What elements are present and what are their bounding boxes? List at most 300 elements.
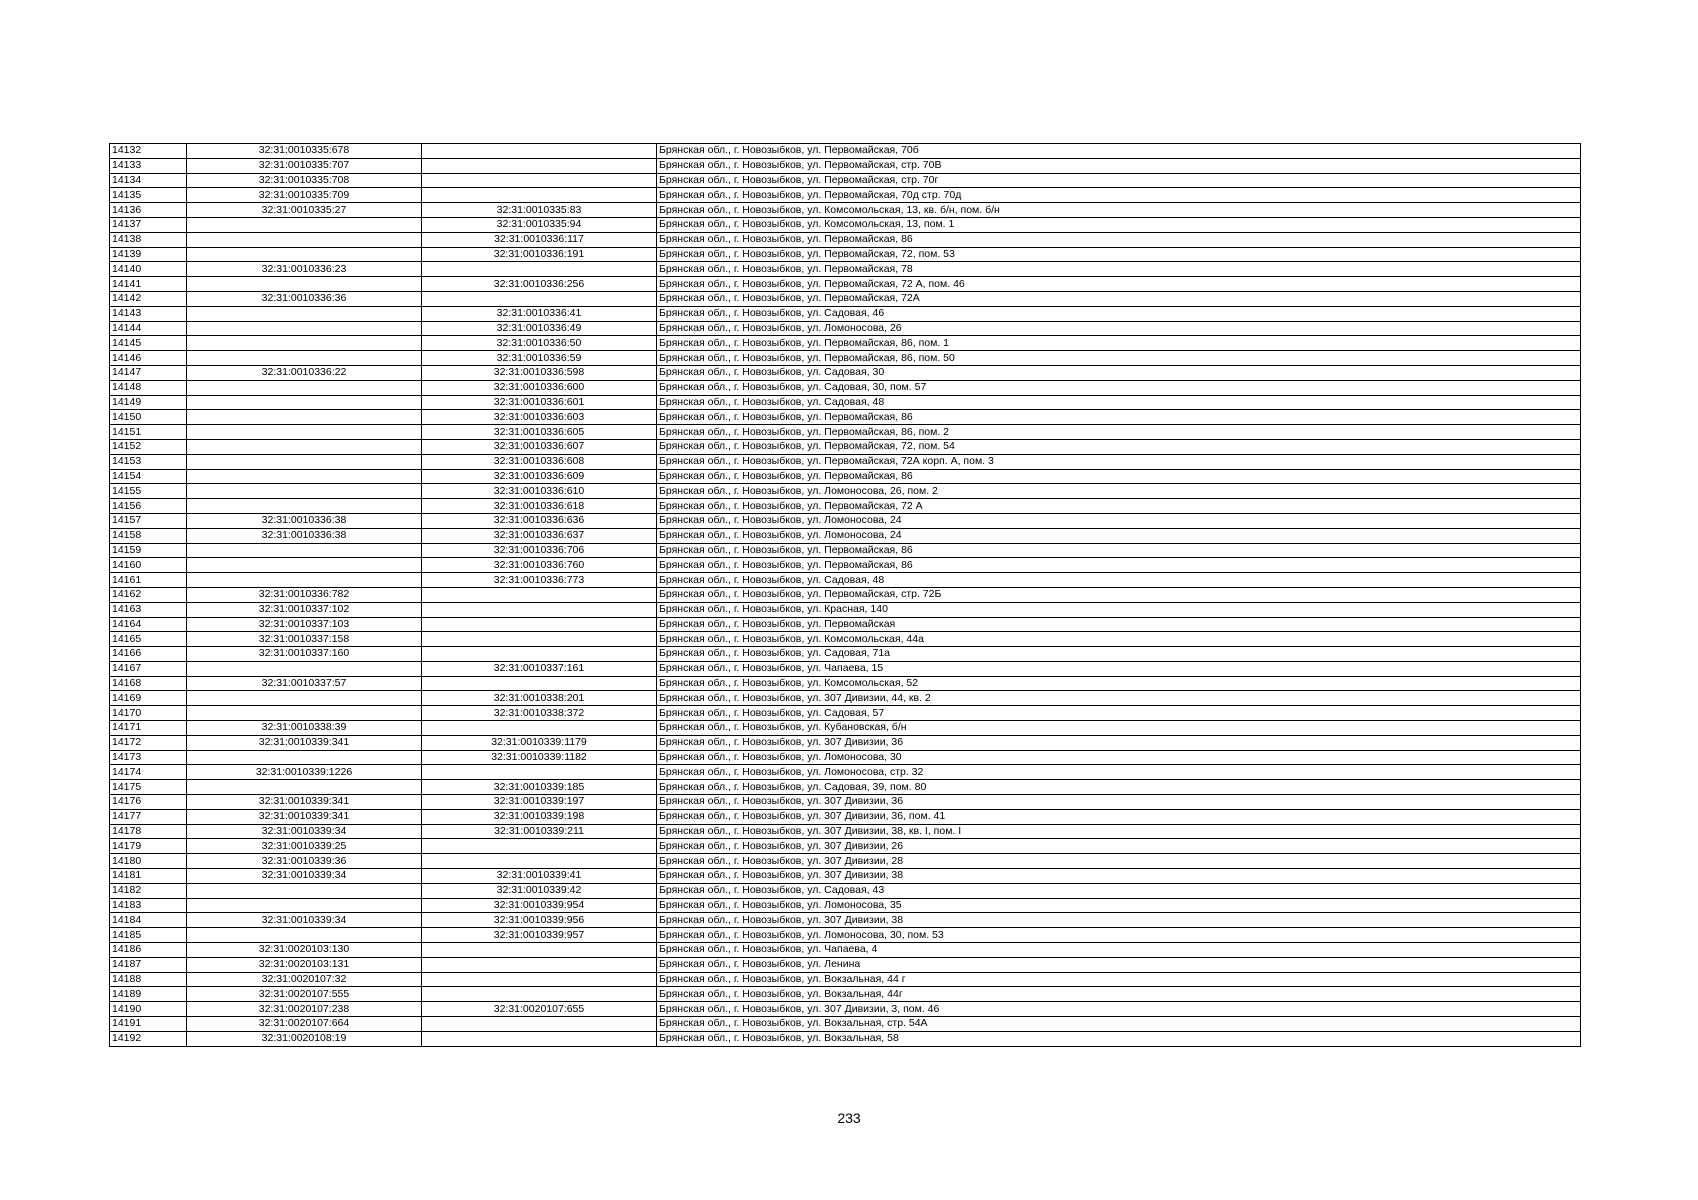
land-parcel-cadastral-cell: 32:31:0010336:36 xyxy=(187,291,422,306)
land-parcel-cadastral-cell xyxy=(187,558,422,573)
table-row xyxy=(110,1031,1581,1046)
address-cell: Брянская обл., г. Новозыбков, ул. 307 Дивизии, 36 xyxy=(657,795,1581,810)
address-cell: Брянская обл., г. Новозыбков, ул. Первомайская, 86, пом. 2 xyxy=(657,425,1581,440)
row-number-cell: 14155 xyxy=(110,484,187,499)
building-cadastral-cell: 32:31:0010336:773 xyxy=(422,573,657,588)
building-cadastral-cell: 32:31:0010339:954 xyxy=(422,898,657,913)
building-cadastral-cell: 32:31:0010336:59 xyxy=(422,351,657,366)
building-cadastral-cell xyxy=(422,1017,657,1032)
land-parcel-cadastral-cell xyxy=(187,543,422,558)
row-number-cell: 14158 xyxy=(110,528,187,543)
row-number-cell: 14186 xyxy=(110,943,187,958)
table-row xyxy=(110,913,1581,928)
row-number-cell: 14183 xyxy=(110,898,187,913)
building-cadastral-cell: 32:31:0010339:198 xyxy=(422,809,657,824)
row-number-cell: 14139 xyxy=(110,247,187,262)
building-cadastral-cell xyxy=(422,602,657,617)
building-cadastral-cell: 32:31:0010336:618 xyxy=(422,499,657,514)
land-parcel-cadastral-cell: 32:31:0010339:341 xyxy=(187,809,422,824)
table-row xyxy=(110,203,1581,218)
address-cell: Брянская обл., г. Новозыбков, ул. Первомайская, 70д стр. 70д xyxy=(657,188,1581,203)
land-parcel-cadastral-cell: 32:31:0010336:38 xyxy=(187,528,422,543)
row-number-cell: 14144 xyxy=(110,321,187,336)
address-cell: Брянская обл., г. Новозыбков, ул. Садовая, 46 xyxy=(657,306,1581,321)
land-parcel-cadastral-cell xyxy=(187,306,422,321)
address-cell: Брянская обл., г. Новозыбков, ул. Первомайская, 72, пом. 53 xyxy=(657,247,1581,262)
row-number-cell: 14182 xyxy=(110,883,187,898)
address-cell: Брянская обл., г. Новозыбков, ул. Первомайская, 86, пом. 50 xyxy=(657,351,1581,366)
building-cadastral-cell: 32:31:0010336:608 xyxy=(422,454,657,469)
land-parcel-cadastral-cell xyxy=(187,691,422,706)
row-number-cell: 14171 xyxy=(110,721,187,736)
row-number-cell: 14133 xyxy=(110,158,187,173)
address-cell: Брянская обл., г. Новозыбков, ул. Чапаева, 15 xyxy=(657,661,1581,676)
building-cadastral-cell xyxy=(422,173,657,188)
table-row xyxy=(110,351,1581,366)
building-cadastral-cell: 32:31:0010336:50 xyxy=(422,336,657,351)
land-parcel-cadastral-cell: 32:31:0020107:238 xyxy=(187,1002,422,1017)
land-parcel-cadastral-cell xyxy=(187,469,422,484)
building-cadastral-cell: 32:31:0010336:609 xyxy=(422,469,657,484)
row-number-cell: 14163 xyxy=(110,602,187,617)
row-number-cell: 14174 xyxy=(110,765,187,780)
row-number-cell: 14173 xyxy=(110,750,187,765)
table-row xyxy=(110,158,1581,173)
building-cadastral-cell: 32:31:0010338:372 xyxy=(422,706,657,721)
land-parcel-cadastral-cell xyxy=(187,336,422,351)
building-cadastral-cell: 32:31:0010336:637 xyxy=(422,528,657,543)
table-row xyxy=(110,661,1581,676)
land-parcel-cadastral-cell: 32:31:0010336:782 xyxy=(187,587,422,602)
building-cadastral-cell xyxy=(422,943,657,958)
building-cadastral-cell: 32:31:0010339:41 xyxy=(422,869,657,884)
row-number-cell: 14169 xyxy=(110,691,187,706)
registry-table-body xyxy=(110,144,1581,1047)
building-cadastral-cell: 32:31:0010339:956 xyxy=(422,913,657,928)
row-number-cell: 14134 xyxy=(110,173,187,188)
row-number-cell: 14185 xyxy=(110,928,187,943)
table-row xyxy=(110,617,1581,632)
table-row xyxy=(110,795,1581,810)
row-number-cell: 14161 xyxy=(110,573,187,588)
land-parcel-cadastral-cell: 32:31:0010336:22 xyxy=(187,365,422,380)
address-cell: Брянская обл., г. Новозыбков, ул. Садовая, 30, пом. 57 xyxy=(657,380,1581,395)
row-number-cell: 14164 xyxy=(110,617,187,632)
table-row xyxy=(110,499,1581,514)
building-cadastral-cell: 32:31:0010339:185 xyxy=(422,780,657,795)
row-number-cell: 14137 xyxy=(110,217,187,232)
building-cadastral-cell: 32:31:0010337:161 xyxy=(422,661,657,676)
address-cell: Брянская обл., г. Новозыбков, ул. Первомайская, стр. 70В xyxy=(657,158,1581,173)
row-number-cell: 14140 xyxy=(110,262,187,277)
table-row xyxy=(110,558,1581,573)
building-cadastral-cell: 32:31:0010336:41 xyxy=(422,306,657,321)
address-cell: Брянская обл., г. Новозыбков, ул. 307 Дивизии, 3, пом. 46 xyxy=(657,1002,1581,1017)
table-row xyxy=(110,869,1581,884)
land-parcel-cadastral-cell: 32:31:0020107:664 xyxy=(187,1017,422,1032)
building-cadastral-cell: 32:31:0010336:760 xyxy=(422,558,657,573)
row-number-cell: 14135 xyxy=(110,188,187,203)
row-number-cell: 14149 xyxy=(110,395,187,410)
address-cell: Брянская обл., г. Новозыбков, ул. Ломоносова, 24 xyxy=(657,513,1581,528)
row-number-cell: 14138 xyxy=(110,232,187,247)
land-parcel-cadastral-cell: 32:31:0010336:38 xyxy=(187,513,422,528)
table-row xyxy=(110,380,1581,395)
cadastral-registry-table xyxy=(109,143,1581,1047)
building-cadastral-cell xyxy=(422,587,657,602)
address-cell: Брянская обл., г. Новозыбков, ул. Первомайская, стр. 70г xyxy=(657,173,1581,188)
table-row xyxy=(110,972,1581,987)
row-number-cell: 14150 xyxy=(110,410,187,425)
building-cadastral-cell xyxy=(422,721,657,736)
address-cell: Брянская обл., г. Новозыбков, ул. Первомайская, 86 xyxy=(657,232,1581,247)
address-cell: Брянская обл., г. Новозыбков, ул. 307 Дивизии, 38 xyxy=(657,869,1581,884)
row-number-cell: 14136 xyxy=(110,203,187,218)
building-cadastral-cell xyxy=(422,765,657,780)
table-row xyxy=(110,454,1581,469)
building-cadastral-cell: 32:31:0010335:94 xyxy=(422,217,657,232)
address-cell: Брянская обл., г. Новозыбков, ул. Садовая, 30 xyxy=(657,365,1581,380)
table-row xyxy=(110,262,1581,277)
table-row xyxy=(110,395,1581,410)
address-cell: Брянская обл., г. Новозыбков, ул. Первомайская, 86 xyxy=(657,558,1581,573)
table-row xyxy=(110,602,1581,617)
building-cadastral-cell xyxy=(422,647,657,662)
table-row xyxy=(110,647,1581,662)
row-number-cell: 14159 xyxy=(110,543,187,558)
address-cell: Брянская обл., г. Новозыбков, ул. Садовая, 71а xyxy=(657,647,1581,662)
table-row xyxy=(110,469,1581,484)
table-row xyxy=(110,247,1581,262)
row-number-cell: 14141 xyxy=(110,277,187,292)
table-row xyxy=(110,1002,1581,1017)
row-number-cell: 14179 xyxy=(110,839,187,854)
row-number-cell: 14132 xyxy=(110,144,187,159)
table-row xyxy=(110,513,1581,528)
building-cadastral-cell: 32:31:0010338:201 xyxy=(422,691,657,706)
row-number-cell: 14168 xyxy=(110,676,187,691)
land-parcel-cadastral-cell xyxy=(187,439,422,454)
land-parcel-cadastral-cell: 32:31:0010339:36 xyxy=(187,854,422,869)
table-row xyxy=(110,957,1581,972)
address-cell: Брянская обл., г. Новозыбков, ул. Вокзальная, стр. 54А xyxy=(657,1017,1581,1032)
address-cell: Брянская обл., г. Новозыбков, ул. 307 Дивизии, 28 xyxy=(657,854,1581,869)
row-number-cell: 14181 xyxy=(110,869,187,884)
table-row xyxy=(110,987,1581,1002)
building-cadastral-cell: 32:31:0010339:1182 xyxy=(422,750,657,765)
row-number-cell: 14162 xyxy=(110,587,187,602)
land-parcel-cadastral-cell: 32:31:0020108:19 xyxy=(187,1031,422,1046)
table-row xyxy=(110,217,1581,232)
address-cell: Брянская обл., г. Новозыбков, ул. Вокзальная, 44 г xyxy=(657,972,1581,987)
land-parcel-cadastral-cell xyxy=(187,395,422,410)
address-cell: Брянская обл., г. Новозыбков, ул. Садовая, 48 xyxy=(657,573,1581,588)
table-row xyxy=(110,691,1581,706)
land-parcel-cadastral-cell xyxy=(187,351,422,366)
table-row xyxy=(110,291,1581,306)
table-row xyxy=(110,425,1581,440)
land-parcel-cadastral-cell xyxy=(187,780,422,795)
page-number: 233 xyxy=(837,1110,861,1126)
table-row xyxy=(110,750,1581,765)
land-parcel-cadastral-cell: 32:31:0010336:23 xyxy=(187,262,422,277)
building-cadastral-cell xyxy=(422,1031,657,1046)
building-cadastral-cell: 32:31:0010336:603 xyxy=(422,410,657,425)
building-cadastral-cell: 32:31:0010336:256 xyxy=(422,277,657,292)
land-parcel-cadastral-cell xyxy=(187,750,422,765)
building-cadastral-cell: 32:31:0010336:598 xyxy=(422,365,657,380)
address-cell: Брянская обл., г. Новозыбков, ул. Садовая, 43 xyxy=(657,883,1581,898)
table-row xyxy=(110,706,1581,721)
table-row xyxy=(110,365,1581,380)
row-number-cell: 14176 xyxy=(110,795,187,810)
land-parcel-cadastral-cell xyxy=(187,883,422,898)
table-row xyxy=(110,173,1581,188)
table-row xyxy=(110,943,1581,958)
land-parcel-cadastral-cell xyxy=(187,247,422,262)
building-cadastral-cell xyxy=(422,291,657,306)
land-parcel-cadastral-cell xyxy=(187,573,422,588)
row-number-cell: 14167 xyxy=(110,661,187,676)
building-cadastral-cell: 32:31:0010339:42 xyxy=(422,883,657,898)
building-cadastral-cell: 32:31:0010336:600 xyxy=(422,380,657,395)
building-cadastral-cell: 32:31:0010339:1179 xyxy=(422,735,657,750)
row-number-cell: 14189 xyxy=(110,987,187,1002)
address-cell: Брянская обл., г. Новозыбков, ул. Ломоносова, 24 xyxy=(657,528,1581,543)
land-parcel-cadastral-cell xyxy=(187,410,422,425)
land-parcel-cadastral-cell: 32:31:0010339:25 xyxy=(187,839,422,854)
land-parcel-cadastral-cell: 32:31:0010339:341 xyxy=(187,795,422,810)
building-cadastral-cell: 32:31:0010336:607 xyxy=(422,439,657,454)
row-number-cell: 14154 xyxy=(110,469,187,484)
table-row xyxy=(110,484,1581,499)
land-parcel-cadastral-cell: 32:31:0010339:341 xyxy=(187,735,422,750)
table-row xyxy=(110,1017,1581,1032)
table-row xyxy=(110,765,1581,780)
land-parcel-cadastral-cell xyxy=(187,499,422,514)
table-row xyxy=(110,824,1581,839)
address-cell: Брянская обл., г. Новозыбков, ул. Комсомольская, 52 xyxy=(657,676,1581,691)
address-cell: Брянская обл., г. Новозыбков, ул. Ломоносова, 30, пом. 53 xyxy=(657,928,1581,943)
land-parcel-cadastral-cell xyxy=(187,454,422,469)
address-cell: Брянская обл., г. Новозыбков, ул. Первомайская, 72 А, пом. 46 xyxy=(657,277,1581,292)
land-parcel-cadastral-cell: 32:31:0020103:131 xyxy=(187,957,422,972)
building-cadastral-cell xyxy=(422,144,657,159)
land-parcel-cadastral-cell xyxy=(187,232,422,247)
land-parcel-cadastral-cell: 32:31:0010339:1226 xyxy=(187,765,422,780)
building-cadastral-cell xyxy=(422,839,657,854)
land-parcel-cadastral-cell: 32:31:0010339:34 xyxy=(187,869,422,884)
address-cell: Брянская обл., г. Новозыбков, ул. Первомайская, 72А xyxy=(657,291,1581,306)
address-cell: Брянская обл., г. Новозыбков, ул. Кубановская, б/н xyxy=(657,721,1581,736)
table-row xyxy=(110,721,1581,736)
row-number-cell: 14187 xyxy=(110,957,187,972)
land-parcel-cadastral-cell xyxy=(187,661,422,676)
row-number-cell: 14178 xyxy=(110,824,187,839)
address-cell: Брянская обл., г. Новозыбков, ул. Первомайская, 72А корп. А, пом. 3 xyxy=(657,454,1581,469)
address-cell: Брянская обл., г. Новозыбков, ул. Первомайская, 86, пом. 1 xyxy=(657,336,1581,351)
row-number-cell: 14147 xyxy=(110,365,187,380)
building-cadastral-cell: 32:31:0010336:117 xyxy=(422,232,657,247)
row-number-cell: 14180 xyxy=(110,854,187,869)
land-parcel-cadastral-cell xyxy=(187,928,422,943)
table-row xyxy=(110,439,1581,454)
address-cell: Брянская обл., г. Новозыбков, ул. Садовая, 57 xyxy=(657,706,1581,721)
land-parcel-cadastral-cell: 32:31:0010337:103 xyxy=(187,617,422,632)
table-row xyxy=(110,839,1581,854)
table-row xyxy=(110,854,1581,869)
address-cell: Брянская обл., г. Новозыбков, ул. Садовая, 48 xyxy=(657,395,1581,410)
address-cell: Брянская обл., г. Новозыбков, ул. Первомайская, 86 xyxy=(657,410,1581,425)
land-parcel-cadastral-cell: 32:31:0010335:678 xyxy=(187,144,422,159)
row-number-cell: 14156 xyxy=(110,499,187,514)
building-cadastral-cell: 32:31:0010336:601 xyxy=(422,395,657,410)
table-row xyxy=(110,735,1581,750)
building-cadastral-cell xyxy=(422,617,657,632)
land-parcel-cadastral-cell: 32:31:0010335:708 xyxy=(187,173,422,188)
table-row xyxy=(110,321,1581,336)
address-cell: Брянская обл., г. Новозыбков, ул. Вокзальная, 58 xyxy=(657,1031,1581,1046)
address-cell: Брянская обл., г. Новозыбков, ул. Комсомольская, 44а xyxy=(657,632,1581,647)
land-parcel-cadastral-cell: 32:31:0010338:39 xyxy=(187,721,422,736)
row-number-cell: 14184 xyxy=(110,913,187,928)
land-parcel-cadastral-cell: 32:31:0010335:707 xyxy=(187,158,422,173)
address-cell: Брянская обл., г. Новозыбков, ул. 307 Дивизии, 26 xyxy=(657,839,1581,854)
table-row xyxy=(110,336,1581,351)
address-cell: Брянская обл., г. Новозыбков, ул. Ломоносова, 26 xyxy=(657,321,1581,336)
land-parcel-cadastral-cell: 32:31:0010339:34 xyxy=(187,913,422,928)
row-number-cell: 14170 xyxy=(110,706,187,721)
row-number-cell: 14153 xyxy=(110,454,187,469)
building-cadastral-cell: 32:31:0010336:706 xyxy=(422,543,657,558)
row-number-cell: 14160 xyxy=(110,558,187,573)
row-number-cell: 14157 xyxy=(110,513,187,528)
table-row xyxy=(110,676,1581,691)
building-cadastral-cell: 32:31:0010336:191 xyxy=(422,247,657,262)
building-cadastral-cell: 32:31:0010336:605 xyxy=(422,425,657,440)
row-number-cell: 14146 xyxy=(110,351,187,366)
row-number-cell: 14172 xyxy=(110,735,187,750)
land-parcel-cadastral-cell xyxy=(187,425,422,440)
building-cadastral-cell: 32:31:0010339:957 xyxy=(422,928,657,943)
row-number-cell: 14175 xyxy=(110,780,187,795)
table-row xyxy=(110,188,1581,203)
land-parcel-cadastral-cell: 32:31:0010337:57 xyxy=(187,676,422,691)
table-row xyxy=(110,898,1581,913)
address-cell: Брянская обл., г. Новозыбков, ул. Вокзальная, 44г xyxy=(657,987,1581,1002)
address-cell: Брянская обл., г. Новозыбков, ул. Комсомольская, 13, кв. б/н, пом. б/н xyxy=(657,203,1581,218)
building-cadastral-cell: 32:31:0010336:49 xyxy=(422,321,657,336)
table-row xyxy=(110,632,1581,647)
address-cell: Брянская обл., г. Новозыбков, ул. 307 Дивизии, 38, кв. I, пом. I xyxy=(657,824,1581,839)
address-cell: Брянская обл., г. Новозыбков, ул. Чапаева, 4 xyxy=(657,943,1581,958)
building-cadastral-cell: 32:31:0010339:197 xyxy=(422,795,657,810)
address-cell: Брянская обл., г. Новозыбков, ул. Первомайская, 72, пом. 54 xyxy=(657,439,1581,454)
land-parcel-cadastral-cell xyxy=(187,706,422,721)
row-number-cell: 14143 xyxy=(110,306,187,321)
address-cell: Брянская обл., г. Новозыбков, ул. Ломоносова, 35 xyxy=(657,898,1581,913)
building-cadastral-cell xyxy=(422,957,657,972)
table-row xyxy=(110,573,1581,588)
row-number-cell: 14145 xyxy=(110,336,187,351)
land-parcel-cadastral-cell: 32:31:0010337:102 xyxy=(187,602,422,617)
land-parcel-cadastral-cell xyxy=(187,380,422,395)
table-row xyxy=(110,780,1581,795)
row-number-cell: 14190 xyxy=(110,1002,187,1017)
address-cell: Брянская обл., г. Новозыбков, ул. Ломоносова, 30 xyxy=(657,750,1581,765)
building-cadastral-cell: 32:31:0010336:636 xyxy=(422,513,657,528)
land-parcel-cadastral-cell: 32:31:0010337:158 xyxy=(187,632,422,647)
address-cell: Брянская обл., г. Новозыбков, ул. Первомайская, 86 xyxy=(657,543,1581,558)
land-parcel-cadastral-cell: 32:31:0020107:555 xyxy=(187,987,422,1002)
row-number-cell: 14188 xyxy=(110,972,187,987)
land-parcel-cadastral-cell: 32:31:0010337:160 xyxy=(187,647,422,662)
land-parcel-cadastral-cell xyxy=(187,321,422,336)
land-parcel-cadastral-cell: 32:31:0020107:32 xyxy=(187,972,422,987)
row-number-cell: 14191 xyxy=(110,1017,187,1032)
building-cadastral-cell xyxy=(422,262,657,277)
building-cadastral-cell: 32:31:0010339:211 xyxy=(422,824,657,839)
building-cadastral-cell xyxy=(422,632,657,647)
address-cell: Брянская обл., г. Новозыбков, ул. Ленина xyxy=(657,957,1581,972)
land-parcel-cadastral-cell xyxy=(187,217,422,232)
row-number-cell: 14165 xyxy=(110,632,187,647)
row-number-cell: 14192 xyxy=(110,1031,187,1046)
address-cell: Брянская обл., г. Новозыбков, ул. Первомайская xyxy=(657,617,1581,632)
address-cell: Брянская обл., г. Новозыбков, ул. Первомайская, 70б xyxy=(657,144,1581,159)
address-cell: Брянская обл., г. Новозыбков, ул. Ломоносова, стр. 32 xyxy=(657,765,1581,780)
land-parcel-cadastral-cell: 32:31:0020103:130 xyxy=(187,943,422,958)
land-parcel-cadastral-cell xyxy=(187,898,422,913)
address-cell: Брянская обл., г. Новозыбков, ул. Первомайская, 78 xyxy=(657,262,1581,277)
row-number-cell: 14177 xyxy=(110,809,187,824)
table-row xyxy=(110,528,1581,543)
building-cadastral-cell xyxy=(422,188,657,203)
row-number-cell: 14152 xyxy=(110,439,187,454)
building-cadastral-cell xyxy=(422,854,657,869)
table-row xyxy=(110,587,1581,602)
building-cadastral-cell xyxy=(422,676,657,691)
address-cell: Брянская обл., г. Новозыбков, ул. 307 Дивизии, 36 xyxy=(657,735,1581,750)
row-number-cell: 14142 xyxy=(110,291,187,306)
address-cell: Брянская обл., г. Новозыбков, ул. 307 Дивизии, 36, пом. 41 xyxy=(657,809,1581,824)
address-cell: Брянская обл., г. Новозыбков, ул. 307 Дивизии, 38 xyxy=(657,913,1581,928)
row-number-cell: 14166 xyxy=(110,647,187,662)
address-cell: Брянская обл., г. Новозыбков, ул. Садовая, 39, пом. 80 xyxy=(657,780,1581,795)
table-row xyxy=(110,928,1581,943)
land-parcel-cadastral-cell: 32:31:0010335:709 xyxy=(187,188,422,203)
building-cadastral-cell: 32:31:0010335:83 xyxy=(422,203,657,218)
building-cadastral-cell xyxy=(422,987,657,1002)
building-cadastral-cell xyxy=(422,972,657,987)
table-row xyxy=(110,277,1581,292)
table-row xyxy=(110,232,1581,247)
address-cell: Брянская обл., г. Новозыбков, ул. Первомайская, 72 А xyxy=(657,499,1581,514)
table-row xyxy=(110,543,1581,558)
table-row xyxy=(110,306,1581,321)
building-cadastral-cell xyxy=(422,158,657,173)
building-cadastral-cell: 32:31:0020107:655 xyxy=(422,1002,657,1017)
table-row xyxy=(110,809,1581,824)
address-cell: Брянская обл., г. Новозыбков, ул. Комсомольская, 13, пом. 1 xyxy=(657,217,1581,232)
land-parcel-cadastral-cell: 32:31:0010339:34 xyxy=(187,824,422,839)
land-parcel-cadastral-cell: 32:31:0010335:27 xyxy=(187,203,422,218)
address-cell: Брянская обл., г. Новозыбков, ул. Первомайская, стр. 72Б xyxy=(657,587,1581,602)
address-cell: Брянская обл., г. Новозыбков, ул. 307 Дивизии, 44, кв. 2 xyxy=(657,691,1581,706)
row-number-cell: 14151 xyxy=(110,425,187,440)
land-parcel-cadastral-cell xyxy=(187,277,422,292)
address-cell: Брянская обл., г. Новозыбков, ул. Ломоносова, 26, пом. 2 xyxy=(657,484,1581,499)
